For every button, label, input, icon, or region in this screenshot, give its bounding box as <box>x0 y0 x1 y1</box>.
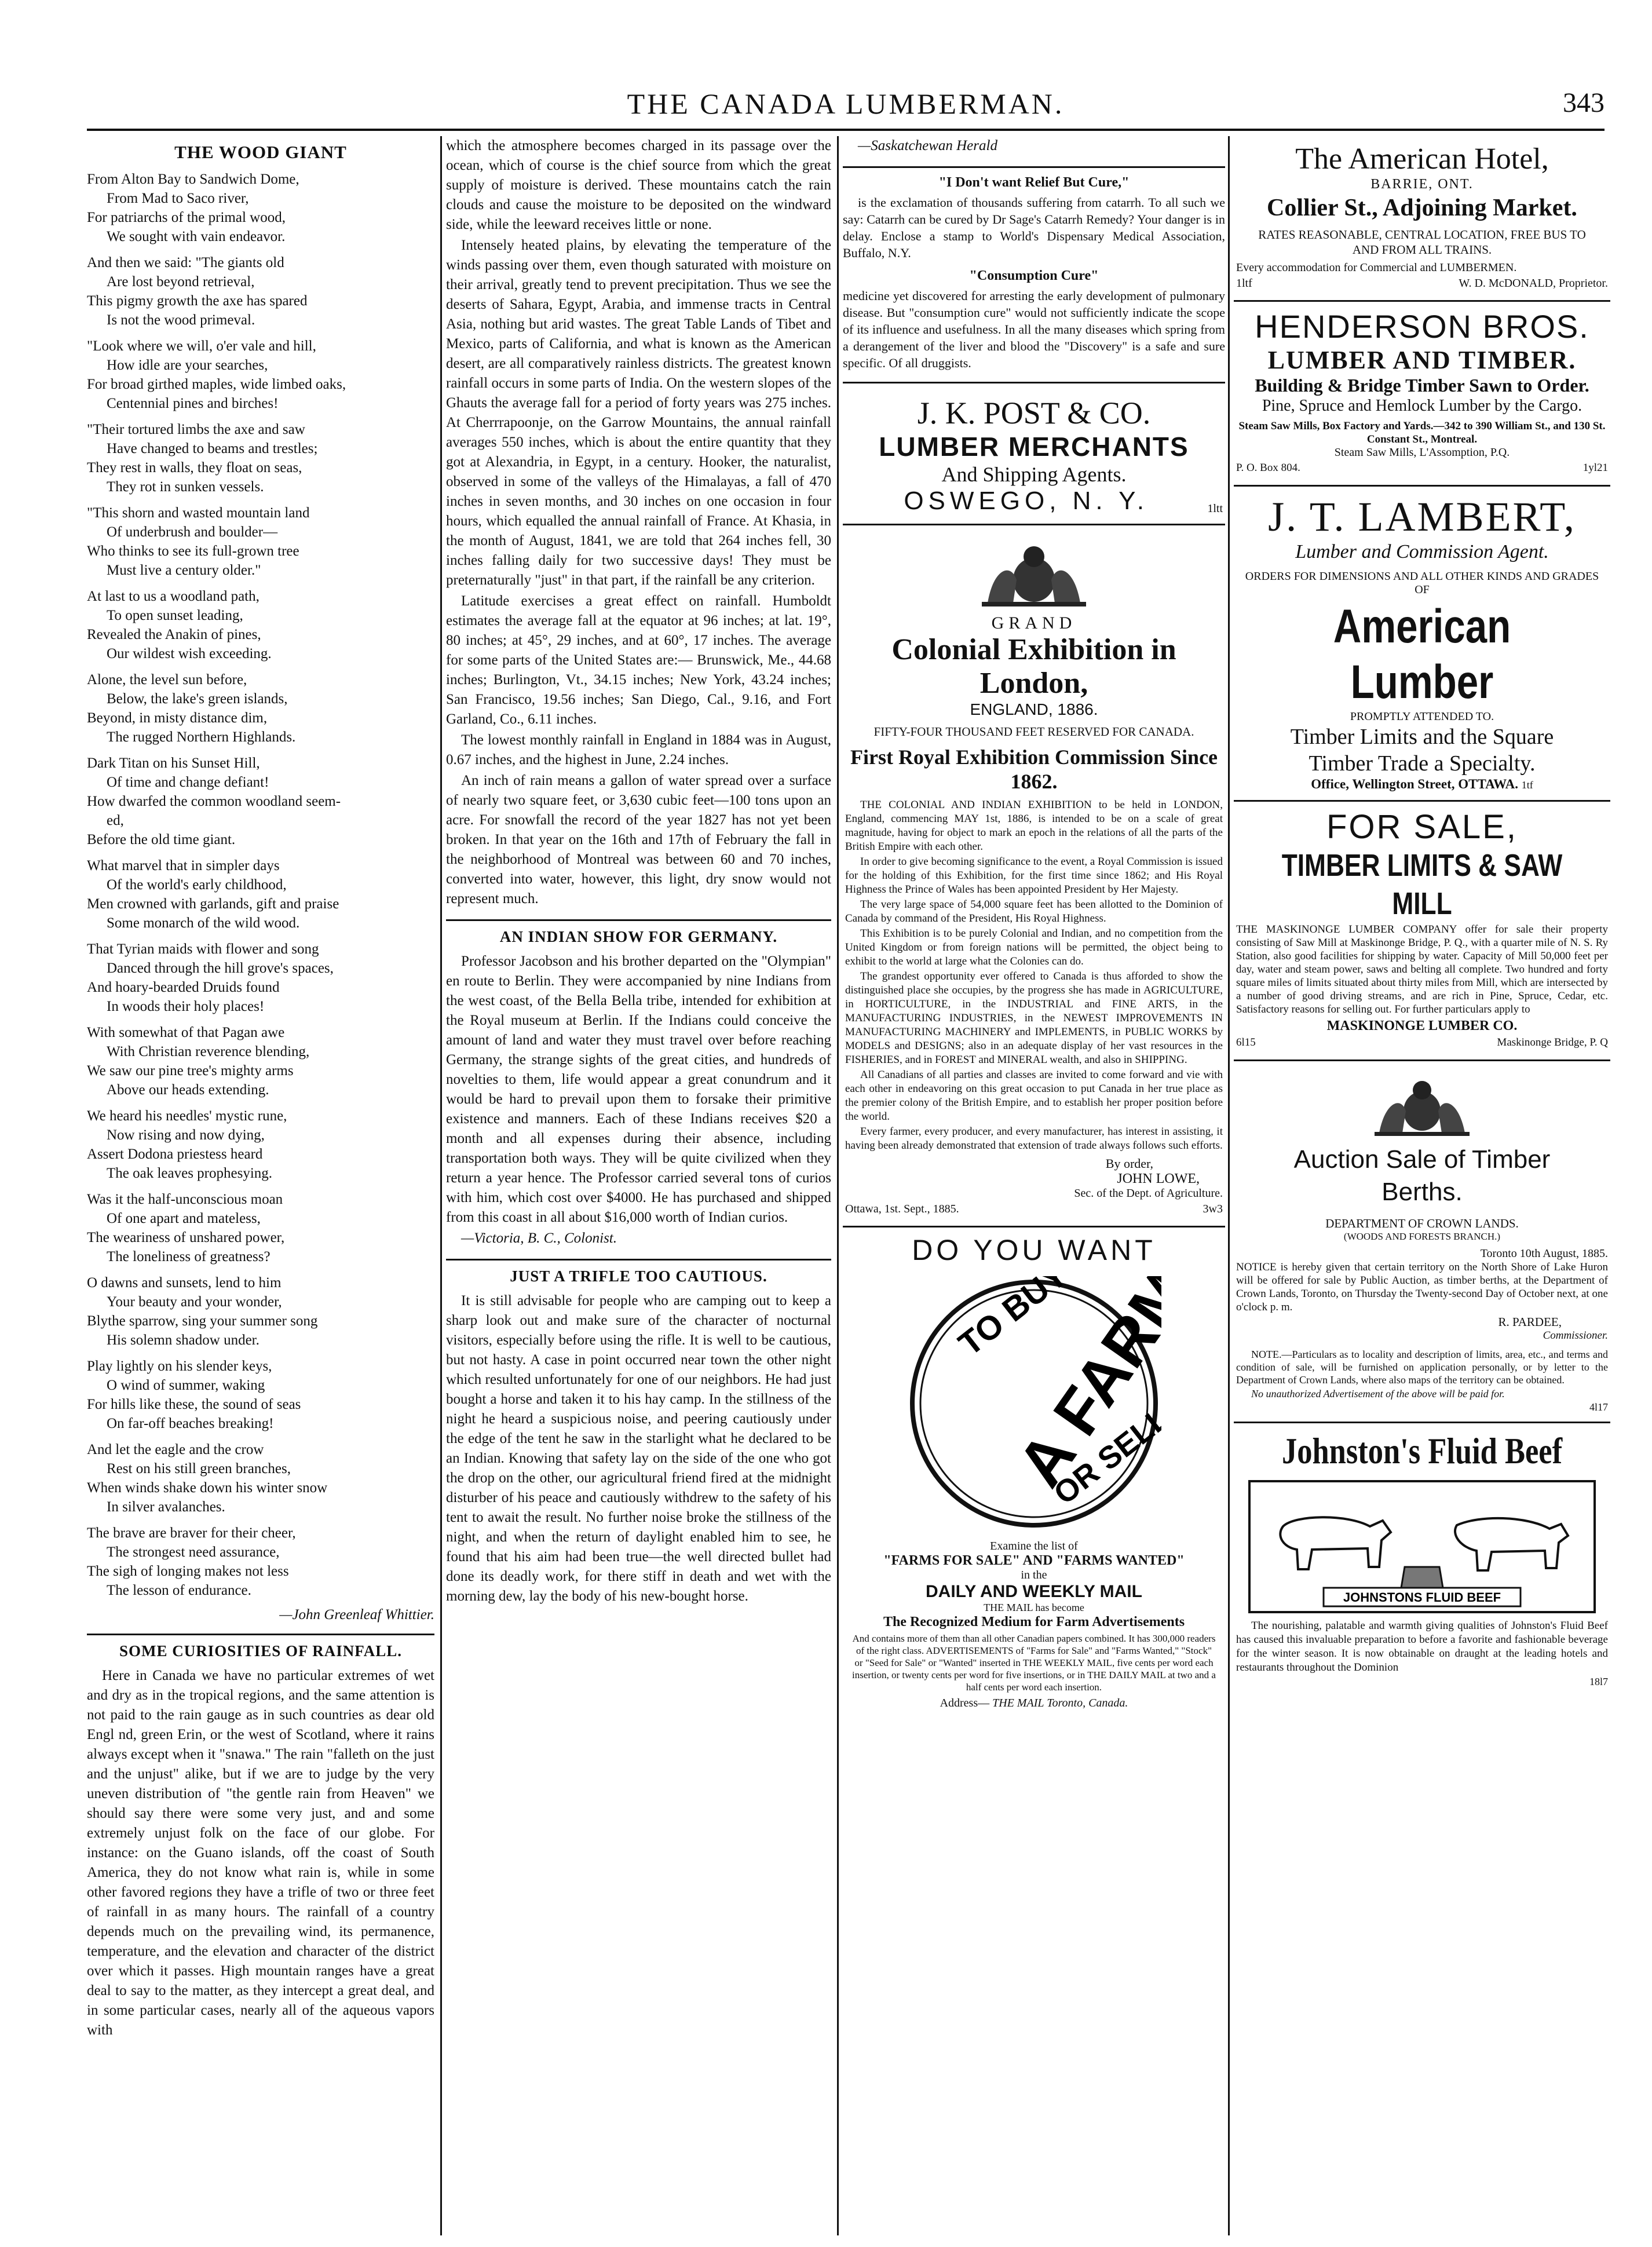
farm-details: And contains more of them than all other Canadian papers combined. It has 300,000 readers of the right class. ADVERTISEMENTS of "Farms for Sale" and "Farms Wanted," "Stock" or "Seed for Sale" or "Wanted" inserted in THE WEEKLY MAIL, five cents per word each insertion, or twenty cents per word for five insertions, or in THE DAILY MAIL at two and a half cents per word each insertion. <box>852 1633 1216 1693</box>
poem-title: THE WOOD GIANT <box>174 142 347 162</box>
poem-stanza <box>87 670 434 747</box>
lambert-line1: Timber Limits and the Square <box>1290 725 1554 749</box>
lambert-orders: ORDERS FOR DIMENSIONS AND ALL OTHER KINDS AND GRADES OF <box>1245 570 1599 596</box>
poem-line: Of underbrush and boulder— <box>107 524 278 540</box>
rainfall-paragraph: The lowest monthly rainfall in England in 1884 was in August, 0.67 inches, and the highest in June, 2.24 inches. <box>446 732 831 768</box>
page-number: 343 <box>1563 87 1605 118</box>
column-1 <box>87 136 434 2235</box>
american-hotel-ad <box>1234 136 1610 302</box>
consumption-title: "Consumption Cure" <box>969 268 1099 283</box>
royal-crest-icon <box>964 539 1103 609</box>
page-header <box>87 87 1605 127</box>
column-2 <box>446 136 831 2235</box>
poem-stanza <box>87 1190 434 1266</box>
section-divider <box>87 1634 434 1635</box>
for-sale-code: 6l15 <box>1236 1036 1256 1048</box>
henderson-box-row <box>1236 459 1608 477</box>
hotel-rates: RATES REASONABLE, CENTRAL LOCATION, FREE BUS TO AND FROM ALL TRAINS. <box>1258 228 1586 257</box>
poem-stanza <box>87 420 434 496</box>
lambert-subtitle: Lumber and Commission Agent. <box>1295 541 1549 562</box>
post-co-line1: LUMBER MERCHANTS <box>879 432 1189 462</box>
poem-line: Below, the lake's green islands, <box>107 691 288 707</box>
exhibition-paragraph: In order to give becoming significance to the event, a Royal Commission is issued for the holding of this Exhibition, for the first time since 1862; and His Royal Highness the Prince of Wales has been appointed President by Her Majesty. <box>845 856 1223 896</box>
poem-line: Blythe sparrow, sing your summer song <box>87 1313 318 1329</box>
exhibition-paragraph: All Canadians of all parties and classes are invited to come forward and vie with each other in endeavoring on this great occasion to put Canada in her true place as the premier colony of the British Empire, and to establish her proper position before the world. <box>845 1069 1223 1123</box>
hotel-proprietor: W. D. McDONALD, Proprietor. <box>1459 277 1608 290</box>
poem-stanza <box>87 940 434 1016</box>
johnston-label: JOHNSTONS FLUID BEEF <box>1343 1590 1501 1605</box>
poem-line: ed, <box>107 813 124 828</box>
poem-line: The strongest need assurance, <box>107 1544 280 1560</box>
rainfall-paragraph: which the atmosphere becomes charged in its passage over the ocean, which of course is the chief source from which the great supply of moisture is derived. These mountains catch the rain clouds and cause the moisture to be deposited on the windward side, while the leeward receives little or none. <box>446 138 831 232</box>
poem-line: Dark Titan on his Sunset Hill, <box>87 755 260 771</box>
poem-line: In woods their holy places! <box>107 999 265 1014</box>
for-sale-company: MASKINONGE LUMBER CO. <box>1326 1018 1518 1033</box>
poem-line: From Alton Bay to Sandwich Dome, <box>87 171 299 187</box>
poem-line: Of time and change defiant! <box>107 774 269 790</box>
royal-crest-icon <box>1358 1075 1486 1139</box>
poem-line: For patriarchs of the primal wood, <box>87 210 286 225</box>
lambert-line2: Timber Trade a Specialty. <box>1309 751 1536 776</box>
poem-line: We saw our pine tree's mighty arms <box>87 1063 294 1079</box>
lambert-promptly: PROMPTLY ATTENDED TO. <box>1350 710 1494 723</box>
henderson-box: P. O. Box 804. <box>1236 462 1300 474</box>
for-sale-text: THE MASKINONGE LUMBER COMPANY offer for sale their property consisting of Saw Mill at Maskinonge Bridge, P. Q., with a quarter mile of N. S. Ry Station, also good facilities for shipping by water. Capacity of Mill 50,000 feet per day, water and steam power, saws and belting all complete. Two hundred and forty square miles of limits situated about thirty miles from Mill, which are intersected by a number of good driving streams, and are rich in Pine, Spruce, Cedar, etc. Satisfactory reasons for selling out. For further particulars apply to <box>1236 923 1608 1015</box>
poem-line: And then we said: "The giants old <box>87 255 284 271</box>
rainfall-paragraph: An inch of rain means a gallon of water spread over a surface of nearly two square feet, or 3,630 cubic feet—100 tons upon an acre. For snowfall the record of the year 1827 has not yet been broken. In that year on the 16th and 17th of February the fall in the neighborhood of Montreal was between 60 and 70 inches, converted into water, however, this light, dry snow would not represent much. <box>446 773 831 907</box>
column-3 <box>843 136 1225 2235</box>
lambert-name: J. T. LAMBERT, <box>1268 494 1576 540</box>
section-divider <box>843 382 1225 383</box>
column-rule <box>837 136 839 2235</box>
exhibition-reserved: FIFTY-FOUR THOUSAND FEET RESERVED FOR CANADA. <box>873 725 1194 739</box>
cautious-text: It is still advisable for people who are camping out to keep a sharp look out and make sure of the character of nocturnal visitors, especially before using the rifle. It is well to be cautious, but not hasty. A case in point occurred near town the other night which resulted unfortunately for one of our neighbors. He had just bought a horse and taken it to his hay camp. In the stillness of the night he heard a suspicious noise, and peering cautiously under the edge of the tent he saw in the starlight what he declared to be an Indian. Knowing that safety lay on the side of the one who got the drop on the other, our agricultural friend fired at the midnight disturber of his peace and cautiously withdrew to the safety of his tent to await the result. No further noise broke the stillness of the night, and when the return of daylight enabled him to see, he found that his aim had been true—the well directed bullet had done its deadly work, for there stiff in death and wet with the morning dew, lay the body of his new-bought horse. <box>446 1293 831 1604</box>
poem-line: At last to us a woodland path, <box>87 589 260 604</box>
farm-main: A FARM <box>1003 1276 1161 1499</box>
poem-line: Centennial pines and birches! <box>107 396 279 411</box>
farm-address: THE MAIL Toronto, Canada. <box>992 1697 1128 1709</box>
poem-line: Of one apart and mateless, <box>107 1211 261 1226</box>
poem-stanza <box>87 587 434 663</box>
auction-text: NOTICE is hereby given that certain territory on the North Shore of Lake Huron will be offered for sale by Public Auction, as timber berths, at the Department of Crown Lands, Toronto, on Thursday the Twenty-second Day of October next, at one o'clock p. m. <box>1236 1261 1608 1313</box>
auction-note: NOTE.—Particulars as to locality and description of limits, area, etc., and terms and condition of sale, will be furnished on application personally, or by letter to the Department of Crown Lands, where also maps of the territory can be obtained. <box>1236 1349 1608 1386</box>
column-4 <box>1234 136 1610 2235</box>
rainfall-paragraph: Latitude exercises a great effect on rainfall. Humboldt estimates the average fall at the equator at 96 inches; at lat. 19°, 80 inches; at 45°, 29 inches, and at 60°, 17 inches. The average for some parts of the United States are:— Brunswick, Me., 44.68 inches; Burlington, Vt., 34.15 inches; New York, 43.24 inches; San Francisco, 19.56 inches; San Diego, Cal., 9.16, and Fort Garland, Co., 6.11 inches. <box>446 593 831 727</box>
poem-line: On far-off beaches breaking! <box>107 1416 274 1431</box>
henderson-mills2: Steam Saw Mills, L'Assomption, P.Q. <box>1334 446 1510 459</box>
poem-line: In silver avalanches. <box>107 1499 225 1515</box>
exhibition-subtitle: First Royal Exhibition Commission Since 1862. <box>850 746 1218 793</box>
poem-line: Alone, the level sun before, <box>87 672 247 688</box>
henderson-code: 1yl21 <box>1582 462 1608 474</box>
cattle-illustration-icon <box>1248 1480 1596 1613</box>
poem-line: Is not the wood primeval. <box>107 312 255 328</box>
henderson-mills: Steam Saw Mills, Box Factory and Yards.—342 to 390 William St., and 130 St. Constant St., Montreal. <box>1238 420 1606 445</box>
hotel-name: The American Hotel, <box>1295 143 1549 176</box>
poem-stanza <box>87 1273 434 1350</box>
poem-line: With somewhat of that Pagan awe <box>87 1025 285 1040</box>
consumption-text: medicine yet discovered for arresting the early development of pulmonary disease. But "consumption cure" would not sufficiently indicate the scope of its influence and usefulness. In all the many diseases which spring from a derangement of the liver and blood the "Discovery" is a safe and sure specific. Of all druggists. <box>843 288 1225 370</box>
poem-line: They rot in sunken vessels. <box>107 479 264 495</box>
hotel-street: Collier St., Adjoining Market. <box>1267 195 1577 221</box>
poem-stanza <box>87 1440 434 1517</box>
poem-line: His solemn shadow under. <box>107 1332 260 1348</box>
poem-line: The sigh of longing makes not less <box>87 1563 289 1579</box>
johnston-code: 18l7 <box>1589 1676 1608 1687</box>
auction-ad <box>1234 1061 1610 1423</box>
exhibition-ad <box>843 525 1225 1227</box>
exhibition-paragraph: The grandest opportunity ever offered to Canada is thus afforded to show the distinguished place she occupies, by the progress she has made in AGRICULTURE, in HORTICULTURE, in the INDUSTRIAL and FINE ARTS, in the MANUFACTURING INDUSTRIES, in the NEWEST IMPROVEMENTS IN MANUFACTURING MACHINERY and IMPLEMENTS, in PUBLIC WORKS by MODELS and DESIGNS; also in an adequate display of her vast resources in the FISHERIES, and in FOREST and MINERAL wealth, and also in SHIPPING. <box>845 970 1223 1066</box>
lambert-big: American Lumber <box>1333 600 1511 708</box>
farm-or-sell: OR SELL <box>1047 1400 1161 1511</box>
post-co-code: 1ltt <box>1207 502 1223 515</box>
poem-line: And let the eagle and the crow <box>87 1442 264 1457</box>
catarrh-text: is the exclamation of thousands suffering from catarrh. To all such we say: Catarrh can be cured by Dr Sage's Catarrh Remedy? Your danger is in delay. Enclose a stamp to World's Dispensary Medical Association, Buffalo, N.Y. <box>843 195 1225 260</box>
rainfall-paragraph: Intensely heated plains, by elevating the temperature of the winds passing over them, even though saturated with moisture on their arrival, greatly tend to prevent precipitation. Thus we see the deserts of Sahara, Egypt, Arabia, and immense tracts in Central Asia, nothing but arid wastes. The great Table Lands of Tibet and Mexico, parts of California, and what is known as the American desert, are all comparatively rainless districts. The greatest known rainfall occurs in some parts of India. On the western slopes of the Ghauts the average fall for a period of forty years was 275 inches. At Cherrrapoonje, on the Garrow Mountains, the annual rainfall averages 550 inches, which is about the entire quantity that they got at Alexandria, in Egypt, in a century. Hooker, the naturalist, observed in some of the valleys of the Himalayas, a fall of 470 inches in seven months, and 30 inches on one occasion in four hours, which equalled the annual rainfall of France. At Khasia, in the month of August, 1841, we are told that 264 inches fell, 30 inches falling daily for two successive days! They must be preternaturally "just" in that part, if the rainfall be any criterion. <box>446 238 831 588</box>
johnston-text: The nourishing, palatable and warmth giving qualities of Johnston's Fluid Beef has caused this invaluable preparation to before a favorite and fashionable beverage for the winter season. It is now obtainable on draught at the leading hotels and restaurants throughout the Dominion <box>1236 1620 1608 1674</box>
poem-stanza <box>87 1357 434 1433</box>
poem-stanza <box>87 1523 434 1600</box>
poem-line: We sought with vain endeavor. <box>107 229 286 244</box>
poem-line: The oak leaves prophesying. <box>107 1165 273 1181</box>
cautious-source: —Saskatchewan Herald <box>858 138 997 154</box>
poem-stanza <box>87 856 434 933</box>
farm-address-label: Address— <box>940 1697 990 1709</box>
poem-line: Revealed the Anakin of pines, <box>87 627 261 642</box>
poem-line: The brave are braver for their cheer, <box>87 1525 296 1541</box>
poem-line: "Their tortured limbs the axe and saw <box>87 422 305 437</box>
for-sale-address-row <box>1236 1034 1608 1051</box>
poem-line: Some monarch of the wild wood. <box>107 915 300 931</box>
indian-show-source: —Victoria, B. C., Colonist. <box>461 1230 617 1246</box>
johnston-ad <box>1234 1423 1610 1696</box>
catarrh-title: "I Don't want Relief But Cure," <box>938 175 1130 190</box>
exhibition-place: ENGLAND, 1886. <box>970 700 1098 718</box>
poem-line: What marvel that in simpler days <box>87 858 280 874</box>
exhibition-paragraph: THE COLONIAL AND INDIAN EXHIBITION to be held in LONDON, England, commencing MAY 1st, 1886, is intended to be on a scale of great magnitude, having for object to mark an epoch in the relations of all the parts of the British Empire with each other. <box>845 799 1223 853</box>
johnston-title: Johnston's Fluid Beef <box>1281 1430 1563 1471</box>
poem-line: "This shorn and wasted mountain land <box>87 505 310 521</box>
auction-date: Toronto 10th August, 1885. <box>1480 1247 1608 1260</box>
post-co-line2: And Shipping Agents. <box>941 463 1127 486</box>
hotel-note: Every accommodation for Commercial and LUMBERMEN. <box>1236 261 1517 274</box>
poem-line: Men crowned with garlands, gift and praise <box>87 896 339 912</box>
post-co-ad <box>843 389 1225 525</box>
post-co-name: J. K. POST & CO. <box>917 396 1151 430</box>
page-title: THE CANADA LUMBERMAN. <box>627 87 1065 120</box>
indian-show-title: AN INDIAN SHOW FOR GERMANY. <box>499 928 778 945</box>
farm-become: THE MAIL has become <box>984 1602 1084 1613</box>
exhibition-by-order: By order, <box>1105 1156 1153 1171</box>
hotel-city: BARRIE, ONT. <box>1370 177 1474 192</box>
farm-to-buy: TO BUY <box>951 1276 1074 1364</box>
poem-line: Danced through the hill grove's spaces, <box>107 960 334 976</box>
exhibition-paragraph: Every farmer, every producer, and every manufacturer, has interest in assisting, it having been already demonstrated that extension of trade always follows such efforts. <box>845 1126 1223 1152</box>
for-sale-ad <box>1234 802 1610 1061</box>
auction-code: 4l17 <box>1589 1401 1608 1413</box>
poem-stanza <box>87 754 434 849</box>
poem-line: And hoary-bearded Druids found <box>87 980 280 995</box>
exhibition-grand: GRAND <box>991 613 1077 633</box>
poem-line: Above our heads extending. <box>107 1082 269 1098</box>
poem-stanza <box>87 337 434 413</box>
poem-line: Of the world's early childhood, <box>107 877 287 893</box>
exhibition-signer-title: Sec. of the Dept. of Agriculture. <box>1074 1187 1223 1200</box>
auction-title: Auction Sale of Timber Berths. <box>1293 1145 1551 1206</box>
henderson-ad <box>1234 302 1610 487</box>
for-sale-subtitle: TIMBER LIMITS & SAW MILL <box>1281 848 1563 921</box>
auction-dept: DEPARTMENT OF CROWN LANDS. <box>1325 1216 1519 1230</box>
poem-line: "Look where we will, o'er vale and hill, <box>87 338 316 354</box>
poem-line: Was it the half-unconscious moan <box>87 1192 283 1207</box>
exhibition-date: Ottawa, 1st. Sept., 1885. <box>845 1203 959 1215</box>
auction-signer: R. PARDEE, <box>1498 1315 1562 1329</box>
auction-unauthorized: No unauthorized Advertisement of the above will be paid for. <box>1251 1388 1505 1400</box>
poem-line: How dwarfed the common woodland seem- <box>87 794 341 809</box>
poem-line: For hills like these, the sound of seas <box>87 1397 301 1412</box>
section-divider <box>843 166 1225 168</box>
for-sale-title: FOR SALE, <box>1326 808 1518 846</box>
farm-address-row <box>845 1697 1223 1710</box>
column-rule <box>440 136 442 2235</box>
hotel-proprietor-row <box>1236 275 1608 292</box>
poem-line: This pigmy growth the axe has spared <box>87 293 308 309</box>
henderson-line2: Building & Bridge Timber Sawn to Order. <box>1255 375 1589 396</box>
farm-columns: "FARMS FOR SALE" AND "FARMS WANTED" <box>883 1553 1185 1568</box>
poem-line: Who thinks to see its full-grown tree <box>87 543 299 559</box>
poem-line: They rest in walls, they float on seas, <box>87 460 302 476</box>
exhibition-title: Colonial Exhibition in London, <box>891 633 1176 700</box>
poem-line: Have changed to beams and trestles; <box>107 441 318 456</box>
poem-line: O wind of summer, waking <box>107 1378 265 1393</box>
section-divider <box>446 1259 831 1260</box>
cautious-title: JUST A TRIFLE TOO CAUTIOUS. <box>510 1267 767 1285</box>
poem-line: The lesson of endurance. <box>107 1583 251 1598</box>
farm-examine: Examine the list of <box>990 1540 1078 1552</box>
hotel-code: 1ltf <box>1236 277 1252 290</box>
poem-line: That Tyrian maids with flower and song <box>87 941 319 957</box>
farm-in-the: in the <box>1021 1569 1047 1581</box>
farm-ad <box>843 1227 1225 1718</box>
poem-line: For broad girthed maples, wide limbed oaks, <box>87 377 346 392</box>
poem-line: To open sunset leading, <box>107 608 243 623</box>
exhibition-paragraph: This Exhibition is to be purely Colonial and Indian, and no competition from the United Kingdom or from foreign nations will be permitted, the object being to exhibit to the world at large what the Colonies can do. <box>845 927 1223 967</box>
post-co-city: OSWEGO, N. Y. <box>904 487 1149 515</box>
poem-line: Now rising and now dying, <box>107 1127 265 1143</box>
poem-line: With Christian reverence blending, <box>107 1044 310 1059</box>
henderson-name: HENDERSON BROS. <box>1255 308 1589 345</box>
farm-circle-icon <box>907 1276 1161 1531</box>
poem-body <box>87 170 434 1600</box>
auction-branch: (WOODS AND FORESTS BRANCH.) <box>1343 1231 1501 1242</box>
section-divider <box>446 919 831 921</box>
poem-stanza <box>87 1106 434 1183</box>
poem-stanza <box>87 170 434 246</box>
farm-emblem <box>845 1276 1223 1534</box>
poem-line: The rugged Northern Highlands. <box>107 729 296 745</box>
lambert-ad <box>1234 487 1610 802</box>
poem-line: When winds shake down his winter snow <box>87 1480 328 1496</box>
poem-line: Play lightly on his slender keys, <box>87 1358 272 1374</box>
poem-attribution: —John Greenleaf Whittier. <box>279 1607 434 1623</box>
auction-signer-title: Commissioner. <box>1543 1329 1608 1342</box>
poem-line: Beyond, in misty distance dim, <box>87 710 268 726</box>
poem-line: The loneliness of greatness? <box>107 1249 271 1265</box>
column-rule <box>1228 136 1230 2235</box>
poem-stanza <box>87 253 434 330</box>
for-sale-address: Maskinonge Bridge, P. Q <box>1497 1036 1608 1048</box>
poem-line: Our wildest wish exceeding. <box>107 646 272 662</box>
henderson-line3: Pine, Spruce and Hemlock Lumber by the Cargo. <box>1262 397 1582 415</box>
indian-show-text: Professor Jacobson and his brother departed on the "Olympian" en route to Berlin. They were accompanied by nine Indians from the west coast, of the Bella Bella tribe, intended for exhibition at the Royal museum at Berlin. If the Indians could conceive the amount of land and water they must travel over before reaching Germany, the strange sights of the great cities, and hundreds of novelties to them, life would appear a great conundrum and it would be hard to prevail upon them to forsake their primitive existence and manners. Each of these Indians receives $20 a month and all expenses during their absence, including transportation both ways. They will be quite civilized when they return a year hence. The Professor carried several tons of curios with him, which cost over $4000. He has purchased and shipped from this coast in all about $16,000 worth of Indian curios. <box>446 953 831 1225</box>
exhibition-paragraph: The very large space of 54,000 square feet has been allotted to the Dominion of Canada by command of the President, His Royal Highness. <box>845 898 1223 925</box>
poem-line: We heard his needles' mystic rune, <box>87 1108 287 1124</box>
poem-line: Are lost beyond retrieval, <box>107 274 255 290</box>
rainfall-paragraph: Here in Canada we have no particular extremes of wet and dry as in the tropical regions, and the same attention is not paid to the rain gauge as in such countries as dear old Engl nd, green Erin, or the west of Scotland, where it rains always except when it "snawa." The rain "falleth on the just and the unjust" alike, but if we are to judge by the very uneven distribution of "the gentle rain from Heaven" we should say there were some very just, and and some extremely unjust folk on the face of our globe. For instance: on the Guano islands, off the coast of South America, they do not know what rain is, while in some other favored regions they have a trifle of two or three feet of rainfall in as many hours. The rainfall of a country depends much on the prevailing wind, its permanence, temperature, and the elevation and character of the district over which it passes. High mountain ranges have a great deal to say to the matter, as they intercept a great deal, and in some particular cases, nearly all of the aqueous vapors with <box>87 1668 434 2038</box>
poem-line: Assert Dodona priestess heard <box>87 1146 263 1162</box>
poem-stanza <box>87 503 434 580</box>
farm-paper: DAILY AND WEEKLY MAIL <box>926 1582 1142 1601</box>
header-rule <box>87 129 1605 131</box>
poem-line: The weariness of unshared power, <box>87 1230 285 1245</box>
lambert-office: Office, Wellington Street, OTTAWA. <box>1311 777 1518 791</box>
poem-line: Your beauty and your wonder, <box>107 1294 282 1310</box>
lambert-office-row <box>1236 777 1608 792</box>
exhibition-code: 3w3 <box>1203 1203 1223 1215</box>
poem-line: How idle are your searches, <box>107 357 268 373</box>
rainfall-title: SOME CURIOSITIES OF RAINFALL. <box>119 1642 403 1660</box>
farm-headline: DO YOU WANT <box>912 1234 1156 1266</box>
exhibition-signer: JOHN LOWE, <box>1117 1171 1200 1186</box>
farm-medium: The Recognized Medium for Farm Advertisements <box>883 1614 1185 1629</box>
poem-line: Rest on his still green branches, <box>107 1461 291 1477</box>
poem-line: From Mad to Saco river, <box>107 191 249 206</box>
henderson-line1: LUMBER AND TIMBER. <box>1267 346 1577 374</box>
poem-line: Before the old time giant. <box>87 832 236 847</box>
lambert-code: 1tf <box>1521 779 1533 791</box>
poem-line: O dawns and sunsets, lend to him <box>87 1275 282 1291</box>
poem-line: Must live a century older." <box>107 562 261 578</box>
exhibition-date-row <box>845 1200 1223 1218</box>
poem-stanza <box>87 1023 434 1099</box>
